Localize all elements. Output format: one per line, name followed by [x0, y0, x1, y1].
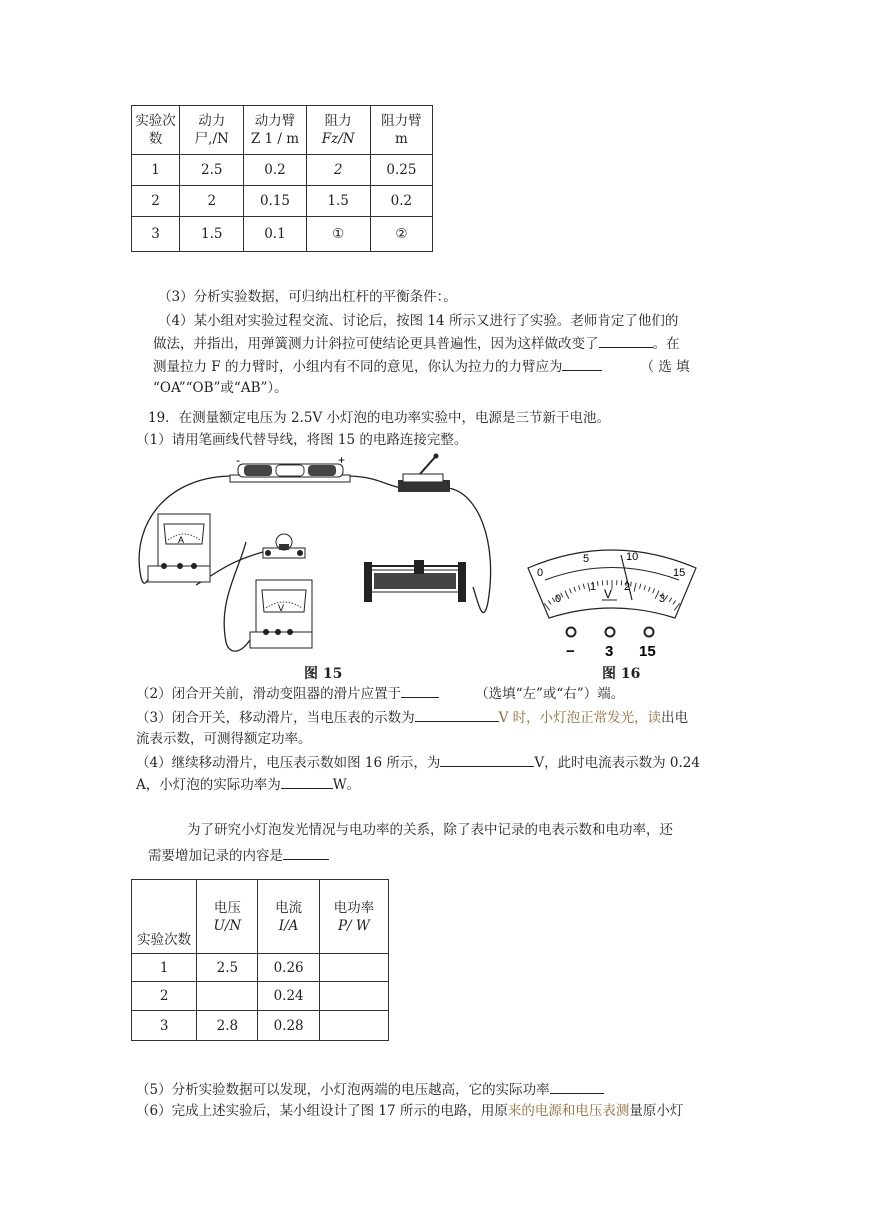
- terminal-icon: [645, 628, 654, 637]
- upper-scale-label: 10: [626, 551, 639, 563]
- q18-part4-line1: （4）某小组对实验过程交流、讨论后，按图 14 所示又进行了实验。老师肯定了他们的: [158, 313, 679, 329]
- answer-blank[interactable]: [550, 1079, 604, 1094]
- lower-scale-label: 3: [659, 593, 666, 605]
- voltmeter-icon: [250, 580, 312, 648]
- ammeter-symbol: A: [178, 535, 185, 545]
- q18-part4-line2: 做法，并指出，用弹簧测力计斜拉可使结论更具普遍性，因为这样做改变了 。在: [153, 333, 680, 354]
- table1-header-arm1: 动力臂 Z 1 / m: [244, 106, 306, 155]
- q19-extra-line2: 需要增加记录的内容是: [148, 845, 329, 866]
- terminal-label: 3: [605, 643, 614, 660]
- lever-data-table: [131, 105, 433, 252]
- lower-scale-label: 0: [555, 593, 562, 605]
- table2-header-trial: 实验次数: [132, 880, 197, 954]
- q18-part4-line4: “OA”“OB”或“AB”）。: [153, 380, 288, 396]
- upper-scale-label: 15: [673, 567, 686, 579]
- table1-header-arm2: 阻力臂 m: [370, 106, 432, 155]
- terminal-icon: [567, 628, 576, 637]
- table-row: 2 0.24: [132, 982, 389, 1011]
- ammeter-icon: [148, 514, 210, 582]
- lower-scale-label: 2: [624, 581, 631, 593]
- lower-scale-label: 1: [590, 581, 597, 593]
- answer-blank[interactable]: [401, 683, 439, 698]
- table-row: 3 1.5 0.1 ① ②: [132, 217, 433, 252]
- fig16-caption: 图 16: [602, 666, 641, 682]
- battery-icon: [230, 453, 350, 482]
- svg-text:-: -: [236, 453, 240, 467]
- q19-part3: （3）闭合开关，移动滑片，当电压表的示数为 V 时，小灯泡正常发光，读出电: [136, 707, 688, 728]
- voltmeter-symbol: V: [278, 603, 285, 613]
- q19-intro: 19．在测量额定电压为 2.5V 小灯泡的电功率实验中，电源是三节新干电池。: [148, 410, 610, 426]
- table-row: 1 2.5 0.26: [132, 954, 389, 982]
- answer-blank[interactable]: [599, 333, 653, 348]
- meter-symbol: V: [604, 587, 613, 601]
- switch-icon: [398, 454, 450, 493]
- answer-blank[interactable]: [440, 752, 534, 767]
- part6: （6）完成上述实验后，某小组设计了图 17 所示的电路，用原来的电源和电压表测量原小灯: [136, 1103, 684, 1119]
- q18-part4-line3: 测量拉力 F 的力臂时，小组内有不同的意见，你认为拉力的力臂应为 （ 选 填: [153, 356, 690, 377]
- fig15-caption: 图 15: [304, 666, 343, 682]
- terminal-label: −: [566, 643, 575, 660]
- q19-part4-cont: A，小灯泡的实际功率为 W。: [136, 774, 360, 795]
- power-data-table: [131, 879, 389, 1041]
- q19-part3-cont: 流表示数，可测得额定功率。: [136, 731, 312, 747]
- svg-text:+: +: [338, 453, 346, 467]
- table-row: 1 2.5 0.2 2 0.25: [132, 155, 433, 186]
- table1-header-force2: 阻力 Fz/N: [306, 106, 370, 155]
- dial-tick: [598, 581, 599, 586]
- part5: （5）分析实验数据可以发现，小灯泡两端的电压越高，它的实际功率: [136, 1079, 604, 1100]
- q19-part1: （1）请用笔画线代替导线，将图 15 的电路连接完整。: [136, 432, 468, 448]
- q19-part2: （2）闭合开关前，滑动变阻器的滑片应置于 （选填“左”或“右”）端。: [136, 683, 624, 704]
- answer-blank[interactable]: [415, 707, 499, 722]
- table2-header-power: 电功率 P/ W: [319, 880, 388, 954]
- rheostat-icon: [364, 560, 466, 602]
- table1-header-force1: 动力 尸,/N: [180, 106, 244, 155]
- q19-part4: （4）继续移动滑片，电压表示数如图 16 所示，为 V，此时电流表示数为 0.24: [136, 752, 700, 773]
- table2-header-voltage: 电压 U/N: [197, 880, 258, 954]
- table1-header-trial: 实验次 数: [132, 106, 180, 155]
- table-row: 3 2.8 0.28: [132, 1011, 389, 1041]
- answer-blank[interactable]: [562, 356, 602, 371]
- table2-header-current: 电流 I/A: [258, 880, 319, 954]
- voltmeter-dial-figure-16: [525, 540, 700, 660]
- answer-blank[interactable]: [283, 845, 329, 860]
- q18-part3: （3）分析实验数据，可归纳出杠杆的平衡条件：。: [158, 289, 457, 305]
- terminal-icon: [606, 628, 615, 637]
- upper-scale-label: 0: [537, 567, 544, 579]
- bulb-icon: [263, 534, 305, 558]
- terminal-label: 15: [639, 643, 656, 660]
- answer-blank[interactable]: [281, 774, 333, 789]
- table-row: 2 2 0.15 1.5 0.2: [132, 186, 433, 217]
- upper-scale-label: 5: [583, 553, 590, 565]
- q19-extra-line1: 为了研究小灯泡发光情况与电功率的关系，除了表中记录的电表示数和电功率，还: [187, 822, 673, 838]
- circuit-figure-15: [128, 452, 508, 682]
